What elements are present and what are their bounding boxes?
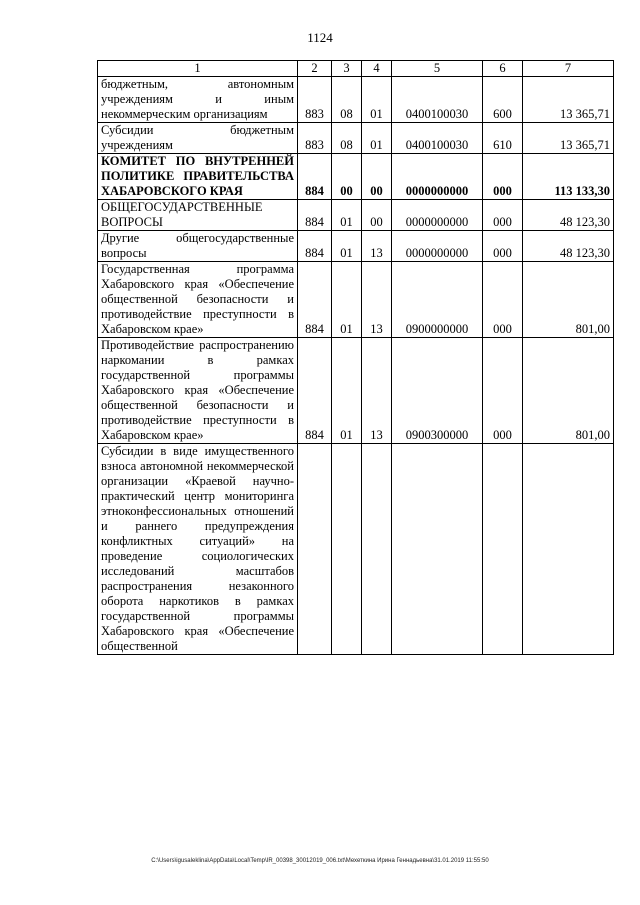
cell-section: 00 bbox=[332, 154, 362, 200]
cell-subsection: 00 bbox=[362, 154, 392, 200]
table-row bbox=[98, 338, 614, 444]
table-row bbox=[98, 231, 614, 262]
cell-section: 01 bbox=[332, 231, 362, 262]
cell-ministry-code: 884 bbox=[298, 262, 332, 338]
row-name: Субсидии в виде имущественного взноса автономной некоммерческой организации «Краевой научно-практический центр мониторинга этноконфессиональных отношений и раннего предупреждения конфликтных ситуаций» на проведение социологических исследований масштабов распространения незаконного оборота наркотиков в рамках государственной программы Хабаровского края «Обеспечение общественной bbox=[98, 444, 298, 655]
column-header: 7 bbox=[523, 61, 614, 77]
budget-table bbox=[97, 60, 614, 655]
cell-amount: 13 365,71 bbox=[523, 123, 614, 154]
cell-expense-type: 000 bbox=[483, 338, 523, 444]
file-path-footer: C:\Users\igusaleklina\AppData\Local\Temp\IR_00398_30012019_006.txt\Мехеткина Ирина Геннадьевна\31.01.2019 11:55:50 bbox=[151, 858, 489, 864]
table-row bbox=[98, 154, 614, 200]
cell-amount: 48 123,30 bbox=[523, 231, 614, 262]
cell-amount: 48 123,30 bbox=[523, 200, 614, 231]
table-row bbox=[98, 262, 614, 338]
cell-amount: 13 365,71 bbox=[523, 77, 614, 123]
cell-subsection: 13 bbox=[362, 338, 392, 444]
table-row bbox=[98, 77, 614, 123]
row-name: бюджетным, автономным учреждениям и иным некоммерческим организациям bbox=[98, 77, 298, 123]
cell-target-code: 0900000000 bbox=[392, 262, 483, 338]
cell-expense-type: 000 bbox=[483, 231, 523, 262]
cell-expense-type: 000 bbox=[483, 262, 523, 338]
cell-subsection: 00 bbox=[362, 200, 392, 231]
cell-subsection: 01 bbox=[362, 77, 392, 123]
cell-section: 01 bbox=[332, 262, 362, 338]
cell-ministry-code: 884 bbox=[298, 154, 332, 200]
table-row bbox=[98, 444, 614, 655]
table-row bbox=[98, 200, 614, 231]
cell-expense-type: 000 bbox=[483, 154, 523, 200]
cell-amount bbox=[523, 444, 614, 655]
column-header: 1 bbox=[98, 61, 298, 77]
cell-section: 01 bbox=[332, 200, 362, 231]
cell-target-code bbox=[392, 444, 483, 655]
cell-target-code: 0400100030 bbox=[392, 77, 483, 123]
cell-section bbox=[332, 444, 362, 655]
cell-section: 08 bbox=[332, 77, 362, 123]
cell-ministry-code: 884 bbox=[298, 200, 332, 231]
cell-expense-type bbox=[483, 444, 523, 655]
cell-amount: 113 133,30 bbox=[523, 154, 614, 200]
page-number: 1124 bbox=[307, 30, 333, 45]
cell-target-code: 0000000000 bbox=[392, 154, 483, 200]
column-header: 6 bbox=[483, 61, 523, 77]
column-header: 2 bbox=[298, 61, 332, 77]
row-name: Противодействие распространению наркомании в рамках государственной программы Хабаровского края «Обеспечение общественной безопасности и противодействие преступности в Хабаровском крае» bbox=[98, 338, 298, 444]
cell-subsection: 13 bbox=[362, 231, 392, 262]
cell-amount: 801,00 bbox=[523, 262, 614, 338]
cell-expense-type: 600 bbox=[483, 77, 523, 123]
cell-ministry-code: 884 bbox=[298, 231, 332, 262]
column-header: 3 bbox=[332, 61, 362, 77]
cell-ministry-code: 884 bbox=[298, 338, 332, 444]
cell-target-code: 0900300000 bbox=[392, 338, 483, 444]
cell-subsection bbox=[362, 444, 392, 655]
cell-ministry-code: 883 bbox=[298, 77, 332, 123]
cell-target-code: 0400100030 bbox=[392, 123, 483, 154]
cell-section: 01 bbox=[332, 338, 362, 444]
column-header: 4 bbox=[362, 61, 392, 77]
cell-expense-type: 000 bbox=[483, 200, 523, 231]
cell-expense-type: 610 bbox=[483, 123, 523, 154]
row-name: ОБЩЕГОСУДАРСТВЕННЫЕ ВОПРОСЫ bbox=[98, 200, 298, 231]
table-header-row bbox=[98, 61, 614, 77]
row-name: Другие общегосударственные вопросы bbox=[98, 231, 298, 262]
cell-amount: 801,00 bbox=[523, 338, 614, 444]
cell-target-code: 0000000000 bbox=[392, 231, 483, 262]
cell-ministry-code: 883 bbox=[298, 123, 332, 154]
row-name: Субсидии бюджетным учреждениям bbox=[98, 123, 298, 154]
cell-section: 08 bbox=[332, 123, 362, 154]
cell-ministry-code bbox=[298, 444, 332, 655]
row-name: Государственная программа Хабаровского края «Обеспечение общественной безопасности и противодействие преступности в Хабаровском крае» bbox=[98, 262, 298, 338]
cell-target-code: 0000000000 bbox=[392, 200, 483, 231]
cell-subsection: 01 bbox=[362, 123, 392, 154]
column-header: 5 bbox=[392, 61, 483, 77]
table-row bbox=[98, 123, 614, 154]
cell-subsection: 13 bbox=[362, 262, 392, 338]
row-name: КОМИТЕТ ПО ВНУТРЕННЕЙ ПОЛИТИКЕ ПРАВИТЕЛЬСТВА ХАБАРОВСКОГО КРАЯ bbox=[98, 154, 298, 200]
